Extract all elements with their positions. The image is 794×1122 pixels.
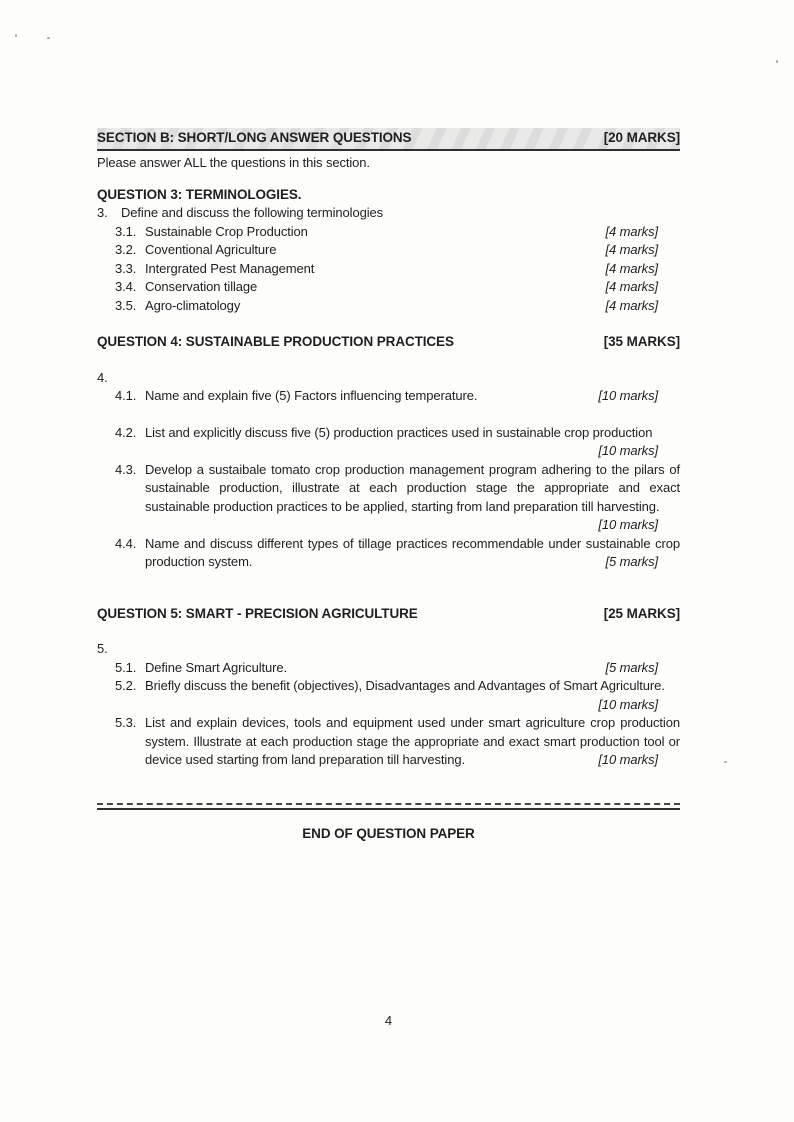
item-number: 3.3.	[115, 260, 137, 276]
item-marks: [4 marks]	[605, 279, 658, 294]
question-item	[115, 223, 680, 242]
item-marks: [4 marks]	[605, 223, 658, 239]
item-marks: [4 marks]	[605, 242, 658, 257]
question-item	[115, 260, 680, 279]
item-body	[145, 535, 680, 572]
item-number: 5.1.	[115, 659, 137, 675]
item-number: 4.4.	[115, 535, 137, 551]
question5-heading	[97, 605, 680, 624]
question5-title: QUESTION 5: SMART - PRECISION AGRICULTURE	[97, 605, 418, 621]
question5-intro	[97, 640, 680, 659]
item-marks: [10 marks]	[598, 696, 658, 712]
scan-speck	[724, 761, 727, 763]
item-number: 3.5.	[115, 297, 137, 313]
question4-items	[115, 387, 680, 572]
item-text: List and explicitly discuss five (5) production practices used in sustainable crop production	[145, 424, 653, 440]
item-text: Define Smart Agriculture.	[145, 659, 288, 675]
question3-intro	[97, 204, 680, 223]
item-text: Sustainable Crop Production	[145, 223, 308, 239]
question4-heading	[97, 333, 680, 352]
section-instruction: Please answer ALL the questions in this section.	[97, 155, 370, 170]
item-marks: [10 marks]	[598, 443, 658, 458]
question3-title: QUESTION 3: TERMINOLOGIES.	[97, 186, 302, 202]
item-text: List and explain devices, tools and equipment used under smart agriculture crop production system. Illustrate at each production stage the appropriate and exact smart production tool or device used starting from land preparation till harvesting.	[145, 715, 680, 767]
item-body	[145, 461, 680, 535]
item-body	[145, 714, 680, 770]
question4-marks: [35 MARKS]	[603, 334, 680, 349]
item-number: 3.1.	[115, 223, 137, 239]
item-text: Intergrated Pest Management	[145, 260, 315, 276]
item-text: Name and discuss different types of tillage practices recommendable under sustainable crop production system.	[145, 535, 680, 569]
question3-intro-text: Define and discuss the following terminologies	[121, 205, 384, 220]
question4-intro-number: 4.	[97, 369, 108, 385]
page-number: 4	[384, 1013, 393, 1028]
question-item	[115, 677, 680, 714]
question-item	[115, 535, 680, 572]
section-header	[97, 128, 680, 151]
item-marks: [5 marks]	[605, 659, 658, 675]
scan-speck	[47, 37, 50, 39]
item-text: Agro-climatology	[145, 297, 241, 313]
item-number: 3.2.	[115, 242, 137, 257]
item-number: 4.1.	[115, 388, 137, 403]
question3-heading	[97, 186, 680, 205]
item-body	[145, 424, 680, 461]
question3-items	[115, 223, 680, 316]
question-item	[115, 278, 680, 297]
question-item	[115, 659, 680, 678]
item-marks: [10 marks]	[598, 517, 658, 532]
item-marks: [5 marks]	[605, 554, 658, 569]
item-marks: [4 marks]	[605, 260, 658, 276]
question5-marks: [25 MARKS]	[603, 605, 680, 621]
item-number: 4.3.	[115, 461, 137, 477]
item-marks: [10 marks]	[598, 752, 658, 767]
question-item	[115, 461, 680, 535]
question-item	[115, 424, 680, 461]
item-text: Conservation tillage	[145, 279, 258, 294]
scan-speck	[15, 34, 17, 37]
item-number: 5.2.	[115, 678, 137, 693]
scan-speck	[776, 60, 778, 63]
item-text: Coventional Agriculture	[145, 242, 277, 257]
section-marks: [20 MARKS]	[603, 130, 680, 145]
item-text: Name and explain five (5) Factors influencing temperature.	[145, 388, 478, 403]
question-item	[115, 387, 680, 406]
question3-intro-number: 3.	[97, 205, 108, 220]
item-marks: [10 marks]	[598, 388, 658, 403]
question-item	[115, 297, 680, 316]
question-item	[115, 241, 680, 260]
question5-intro-number: 5.	[97, 641, 108, 656]
end-of-paper-text: END OF QUESTION PAPER	[302, 825, 475, 841]
section-title: SECTION B: SHORT/LONG ANSWER QUESTIONS	[97, 130, 412, 145]
item-marks: [4 marks]	[605, 297, 658, 313]
item-text: Briefly discuss the benefit (objectives), Disadvantages and Advantages of Smart Agriculture.	[145, 678, 665, 693]
item-text: Develop a sustaibale tomato crop production management program adhering to the pilars of sustainable production, illustrate at each production stage the appropriate and exact sustainable production practices to be applied, starting from land preparation till harvesting.	[145, 461, 680, 514]
question-item	[115, 714, 680, 770]
question5-items	[115, 659, 680, 770]
question4-title: QUESTION 4: SUSTAINABLE PRODUCTION PRACTICES	[97, 334, 454, 349]
question4-intro	[97, 369, 680, 388]
item-number: 3.4.	[115, 279, 137, 294]
end-divider	[97, 803, 680, 810]
item-body	[145, 677, 680, 714]
item-number: 5.3.	[115, 715, 137, 730]
item-number: 4.2.	[115, 424, 137, 440]
